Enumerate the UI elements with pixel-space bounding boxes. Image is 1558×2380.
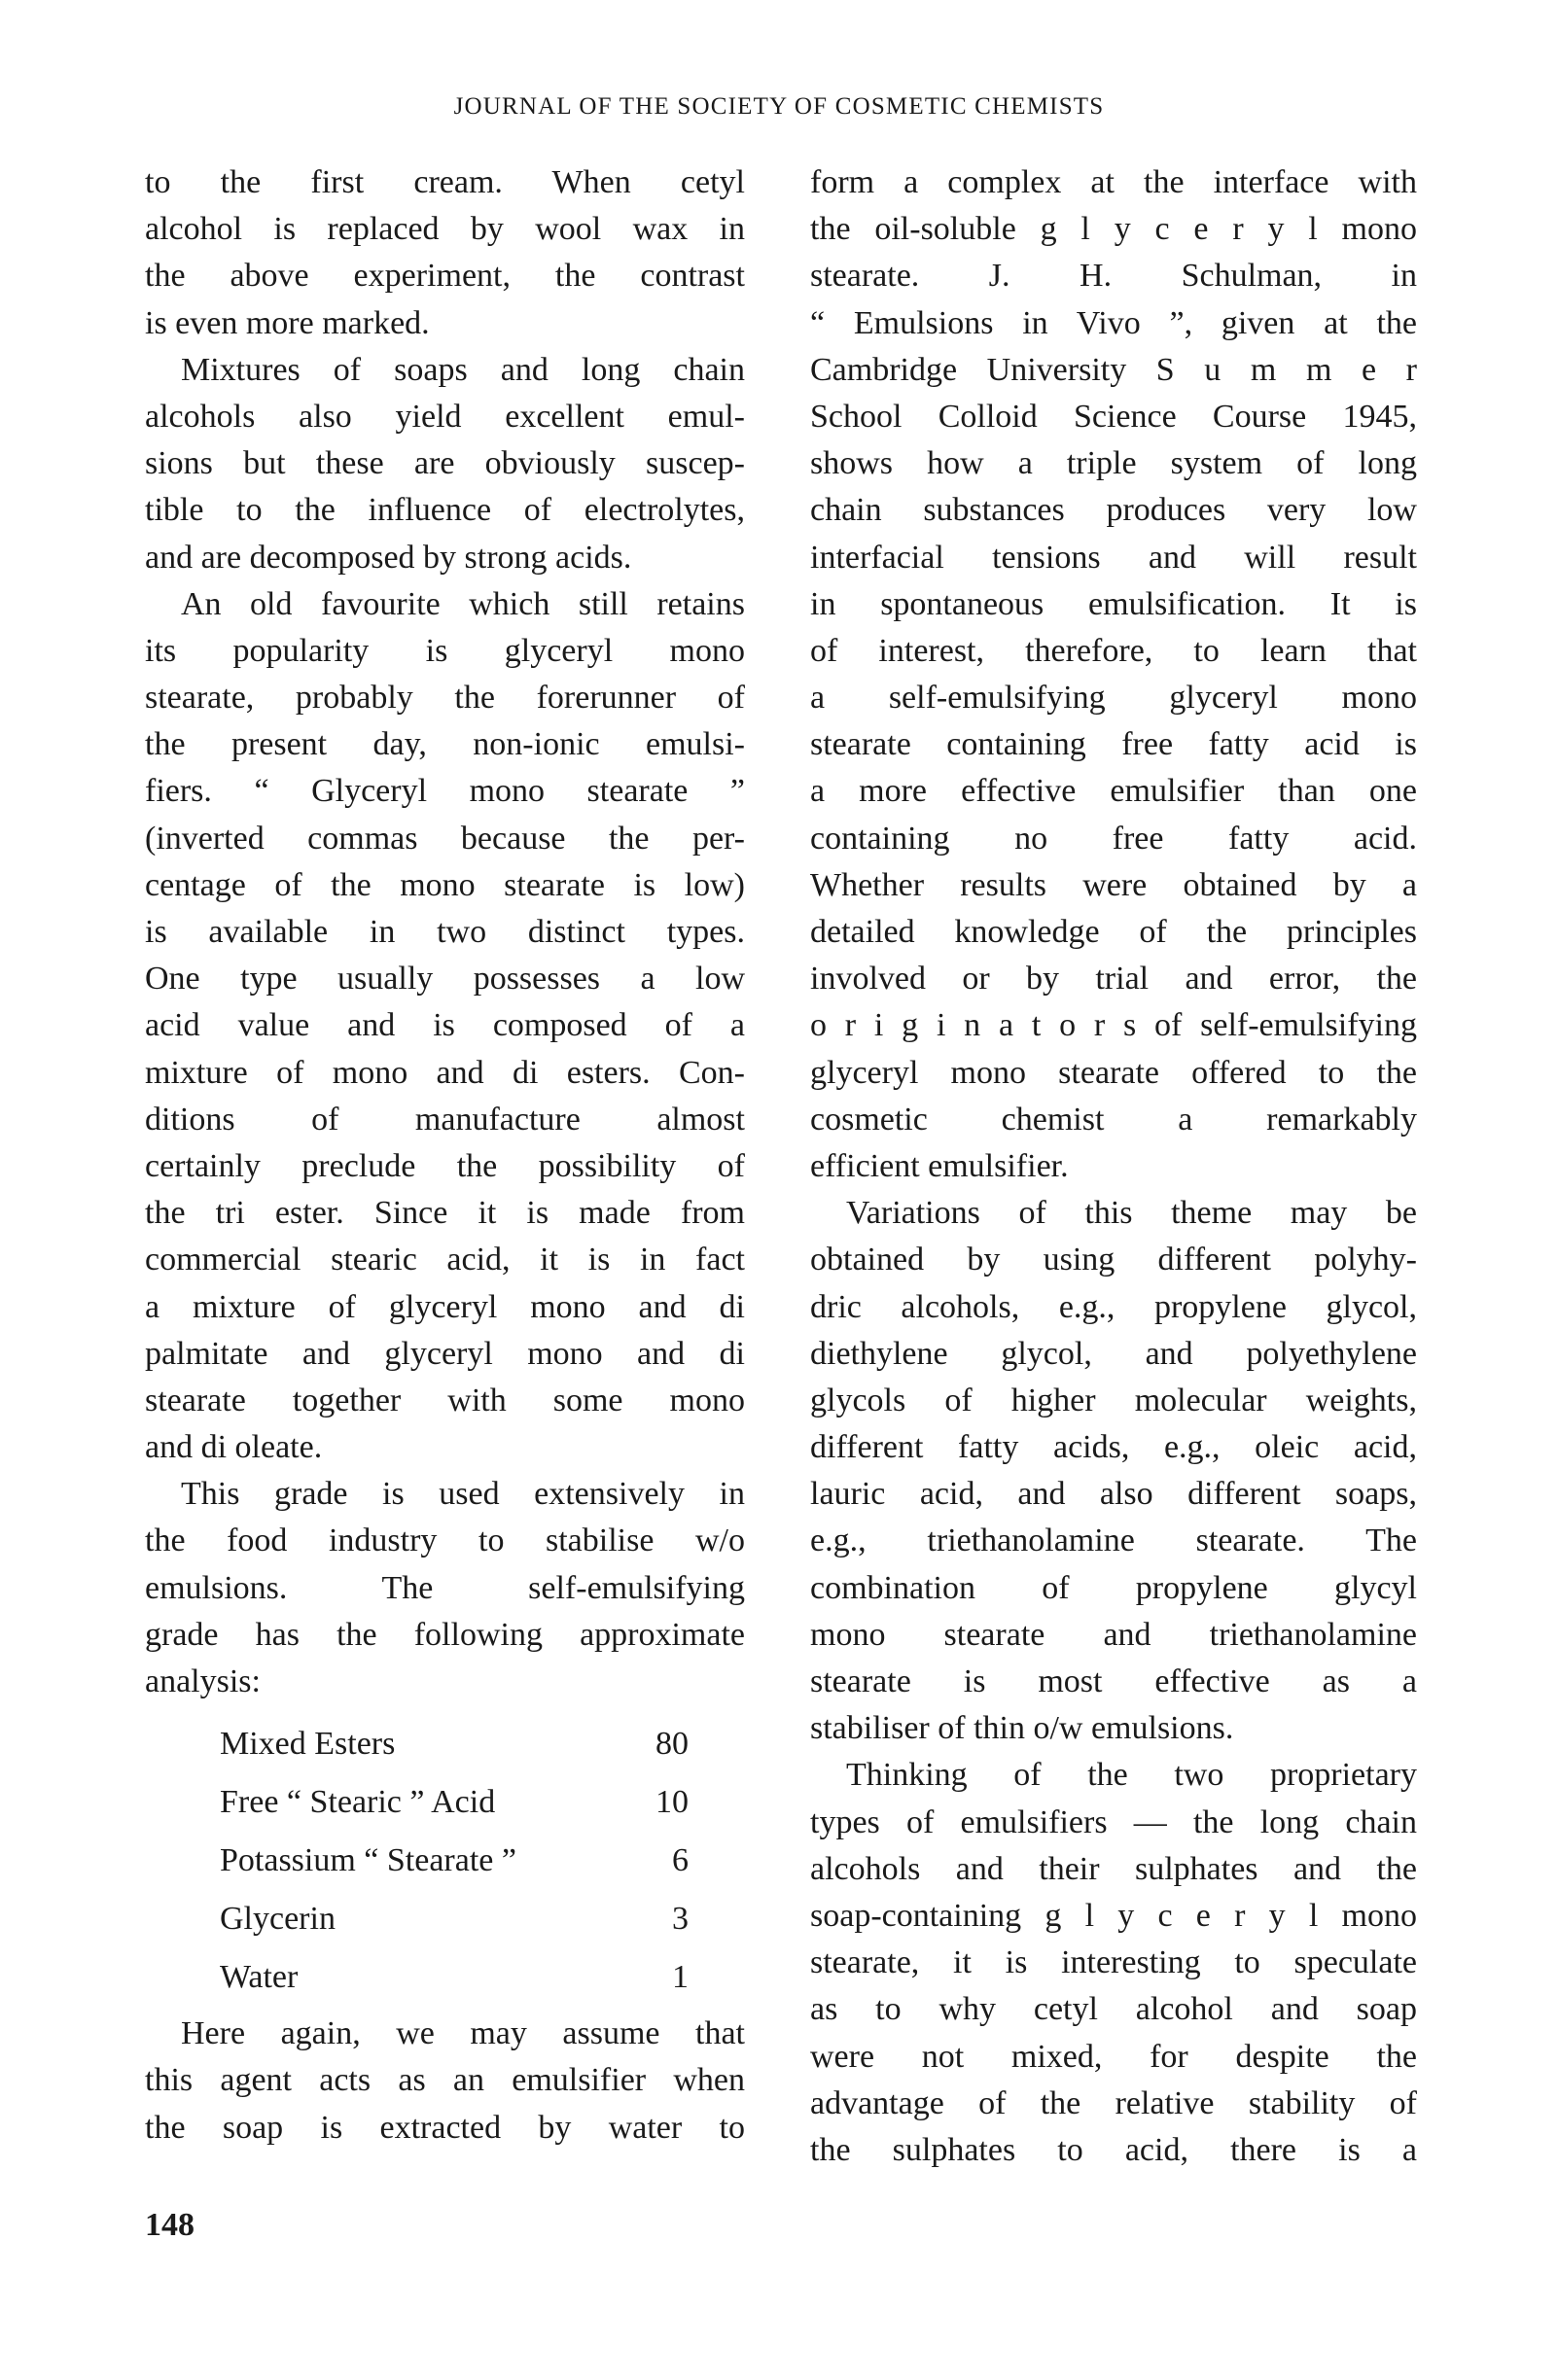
text-line: certainly preclude the possibility of — [145, 1147, 745, 1184]
table-row — [220, 1832, 689, 1890]
text-line: o r i g i n a t o r s of self-emulsifying — [810, 1007, 1417, 1044]
component-value: 80 — [655, 1726, 689, 1763]
text-line: commercial stearic acid, it is in fact — [145, 1242, 745, 1278]
left-text-block-2 — [145, 2011, 745, 2152]
text-line: containing no free fatty acid. — [810, 820, 1417, 857]
text-line: the tri ester. Since it is made from — [145, 1195, 745, 1232]
text-line: palmitate and glyceryl mono and di — [145, 1335, 745, 1372]
text-line: soap-containing g l y c e r y l mono — [810, 1897, 1417, 1934]
text-line: analysis: — [145, 1663, 261, 1699]
text-line: lauric acid, and also different soaps, — [810, 1476, 1417, 1513]
page-number: 148 — [145, 2207, 195, 2243]
text-line: This grade is used extensively in — [181, 1476, 745, 1513]
component-name: Glycerin — [220, 1901, 336, 1938]
text-line: chain substances produces very low — [810, 492, 1417, 529]
right-column — [810, 159, 1417, 2174]
component-value: 6 — [672, 1842, 689, 1879]
text-line: Variations of this theme may be — [846, 1195, 1417, 1232]
left-column — [145, 159, 745, 2152]
running-header: JOURNAL OF THE SOCIETY OF COSMETIC CHEMISTS — [453, 93, 1105, 120]
text-line: different fatty acids, e.g., oleic acid, — [810, 1429, 1417, 1466]
text-line: combination of propylene glycyl — [810, 1569, 1417, 1606]
text-line: glycols of higher molecular weights, — [810, 1382, 1417, 1418]
text-line: is available in two distinct types. — [145, 914, 745, 950]
text-line: interfacial tensions and will result — [810, 539, 1417, 576]
text-line: stearate, probably the forerunner of — [145, 680, 745, 717]
text-line: Cambridge University S u m m e r — [810, 351, 1417, 388]
text-line: sions but these are obviously suscep- — [145, 445, 745, 482]
text-line: diethylene glycol, and polyethylene — [810, 1335, 1417, 1372]
text-line: stabiliser of thin o/w emulsions. — [810, 1710, 1234, 1747]
text-line: (inverted commas because the per- — [145, 820, 745, 857]
text-line: mono stearate and triethanolamine — [810, 1616, 1417, 1653]
text-line: a mixture of glyceryl mono and di — [145, 1288, 745, 1325]
text-line: e.g., triethanolamine stearate. The — [810, 1522, 1417, 1559]
text-line: obtained by using different polyhy- — [810, 1242, 1417, 1278]
text-line: Mixtures of soaps and long chain — [181, 351, 745, 388]
text-line: in spontaneous emulsification. It is — [810, 585, 1417, 622]
text-line: the soap is extracted by water to — [145, 2109, 745, 2146]
text-line: stearate containing free fatty acid is — [810, 726, 1417, 763]
text-line: the above experiment, the contrast — [145, 258, 745, 295]
component-value: 3 — [672, 1901, 689, 1938]
text-line: grade has the following approximate — [145, 1616, 745, 1653]
text-line: alcohols and their sulphates and the — [810, 1850, 1417, 1887]
text-line: fiers. “ Glyceryl mono stearate ” — [145, 773, 745, 810]
text-line: stearate, it is interesting to speculate — [810, 1944, 1417, 1981]
text-line: detailed knowledge of the principles — [810, 914, 1417, 950]
text-line: form a complex at the interface with — [810, 164, 1417, 200]
text-line: this agent acts as an emulsifier when — [145, 2062, 745, 2099]
text-line: and are decomposed by strong acids. — [145, 539, 632, 576]
text-line: cosmetic chemist a remarkably — [810, 1101, 1417, 1138]
text-line: the present day, non-ionic emulsi- — [145, 726, 745, 763]
text-line: mixture of mono and di esters. Con- — [145, 1054, 745, 1091]
text-line: An old favourite which still retains — [181, 585, 745, 622]
table-row — [220, 1890, 689, 1948]
component-value: 1 — [672, 1959, 689, 1996]
text-line: acid value and is composed of a — [145, 1007, 745, 1044]
text-line: glyceryl mono stearate offered to the — [810, 1054, 1417, 1091]
table-row — [220, 1715, 689, 1773]
text-line: the sulphates to acid, there is a — [810, 2131, 1417, 2168]
text-line: as to why cetyl alcohol and soap — [810, 1991, 1417, 2028]
component-name: Potassium “ Stearate ” — [220, 1842, 516, 1879]
text-line: stearate. J. H. Schulman, in — [810, 258, 1417, 295]
text-line: its popularity is glyceryl mono — [145, 632, 745, 669]
text-line: efficient emulsifier. — [810, 1147, 1069, 1184]
text-line: tible to the influence of electrolytes, — [145, 492, 745, 529]
text-line: emulsions. The self-emulsifying — [145, 1569, 745, 1606]
component-name: Mixed Esters — [220, 1726, 396, 1763]
text-line: the food industry to stabilise w/o — [145, 1522, 745, 1559]
text-line: alcohol is replaced by wool wax in — [145, 211, 745, 248]
text-line: Whether results were obtained by a — [810, 866, 1417, 903]
text-line: the oil-soluble g l y c e r y l mono — [810, 211, 1417, 248]
text-line: “ Emulsions in Vivo ”, given at the — [810, 304, 1417, 341]
text-line: dric alcohols, e.g., propylene glycol, — [810, 1288, 1417, 1325]
text-line: to the first cream. When cetyl — [145, 164, 745, 200]
text-line: stearate together with some mono — [145, 1382, 745, 1418]
text-line: Thinking of the two proprietary — [846, 1757, 1417, 1794]
component-name: Water — [220, 1959, 299, 1996]
text-line: ditions of manufacture almost — [145, 1101, 745, 1138]
text-line: stearate is most effective as a — [810, 1663, 1417, 1699]
table-row — [220, 1773, 689, 1832]
analysis-table — [220, 1715, 689, 2007]
component-value: 10 — [655, 1784, 689, 1821]
text-line: shows how a triple system of long — [810, 445, 1417, 482]
text-line: types of emulsifiers — the long chain — [810, 1803, 1417, 1840]
text-line: a self-emulsifying glyceryl mono — [810, 680, 1417, 717]
text-line: involved or by trial and error, the — [810, 961, 1417, 998]
text-line: alcohols also yield excellent emul- — [145, 398, 745, 435]
text-line: is even more marked. — [145, 304, 430, 341]
text-line: advantage of the relative stability of — [810, 2084, 1417, 2121]
text-line: Here again, we may assume that — [181, 2015, 745, 2052]
text-line: were not mixed, for despite the — [810, 2038, 1417, 2075]
text-line: One type usually possesses a low — [145, 961, 745, 998]
table-row — [220, 1948, 689, 2007]
text-line: of interest, therefore, to learn that — [810, 632, 1417, 669]
text-line: a more effective emulsifier than one — [810, 773, 1417, 810]
text-line: School Colloid Science Course 1945, — [810, 398, 1417, 435]
text-line: and di oleate. — [145, 1429, 323, 1466]
component-name: Free “ Stearic ” Acid — [220, 1784, 496, 1821]
left-text-block-1 — [145, 159, 745, 1705]
text-line: centage of the mono stearate is low) — [145, 866, 745, 903]
